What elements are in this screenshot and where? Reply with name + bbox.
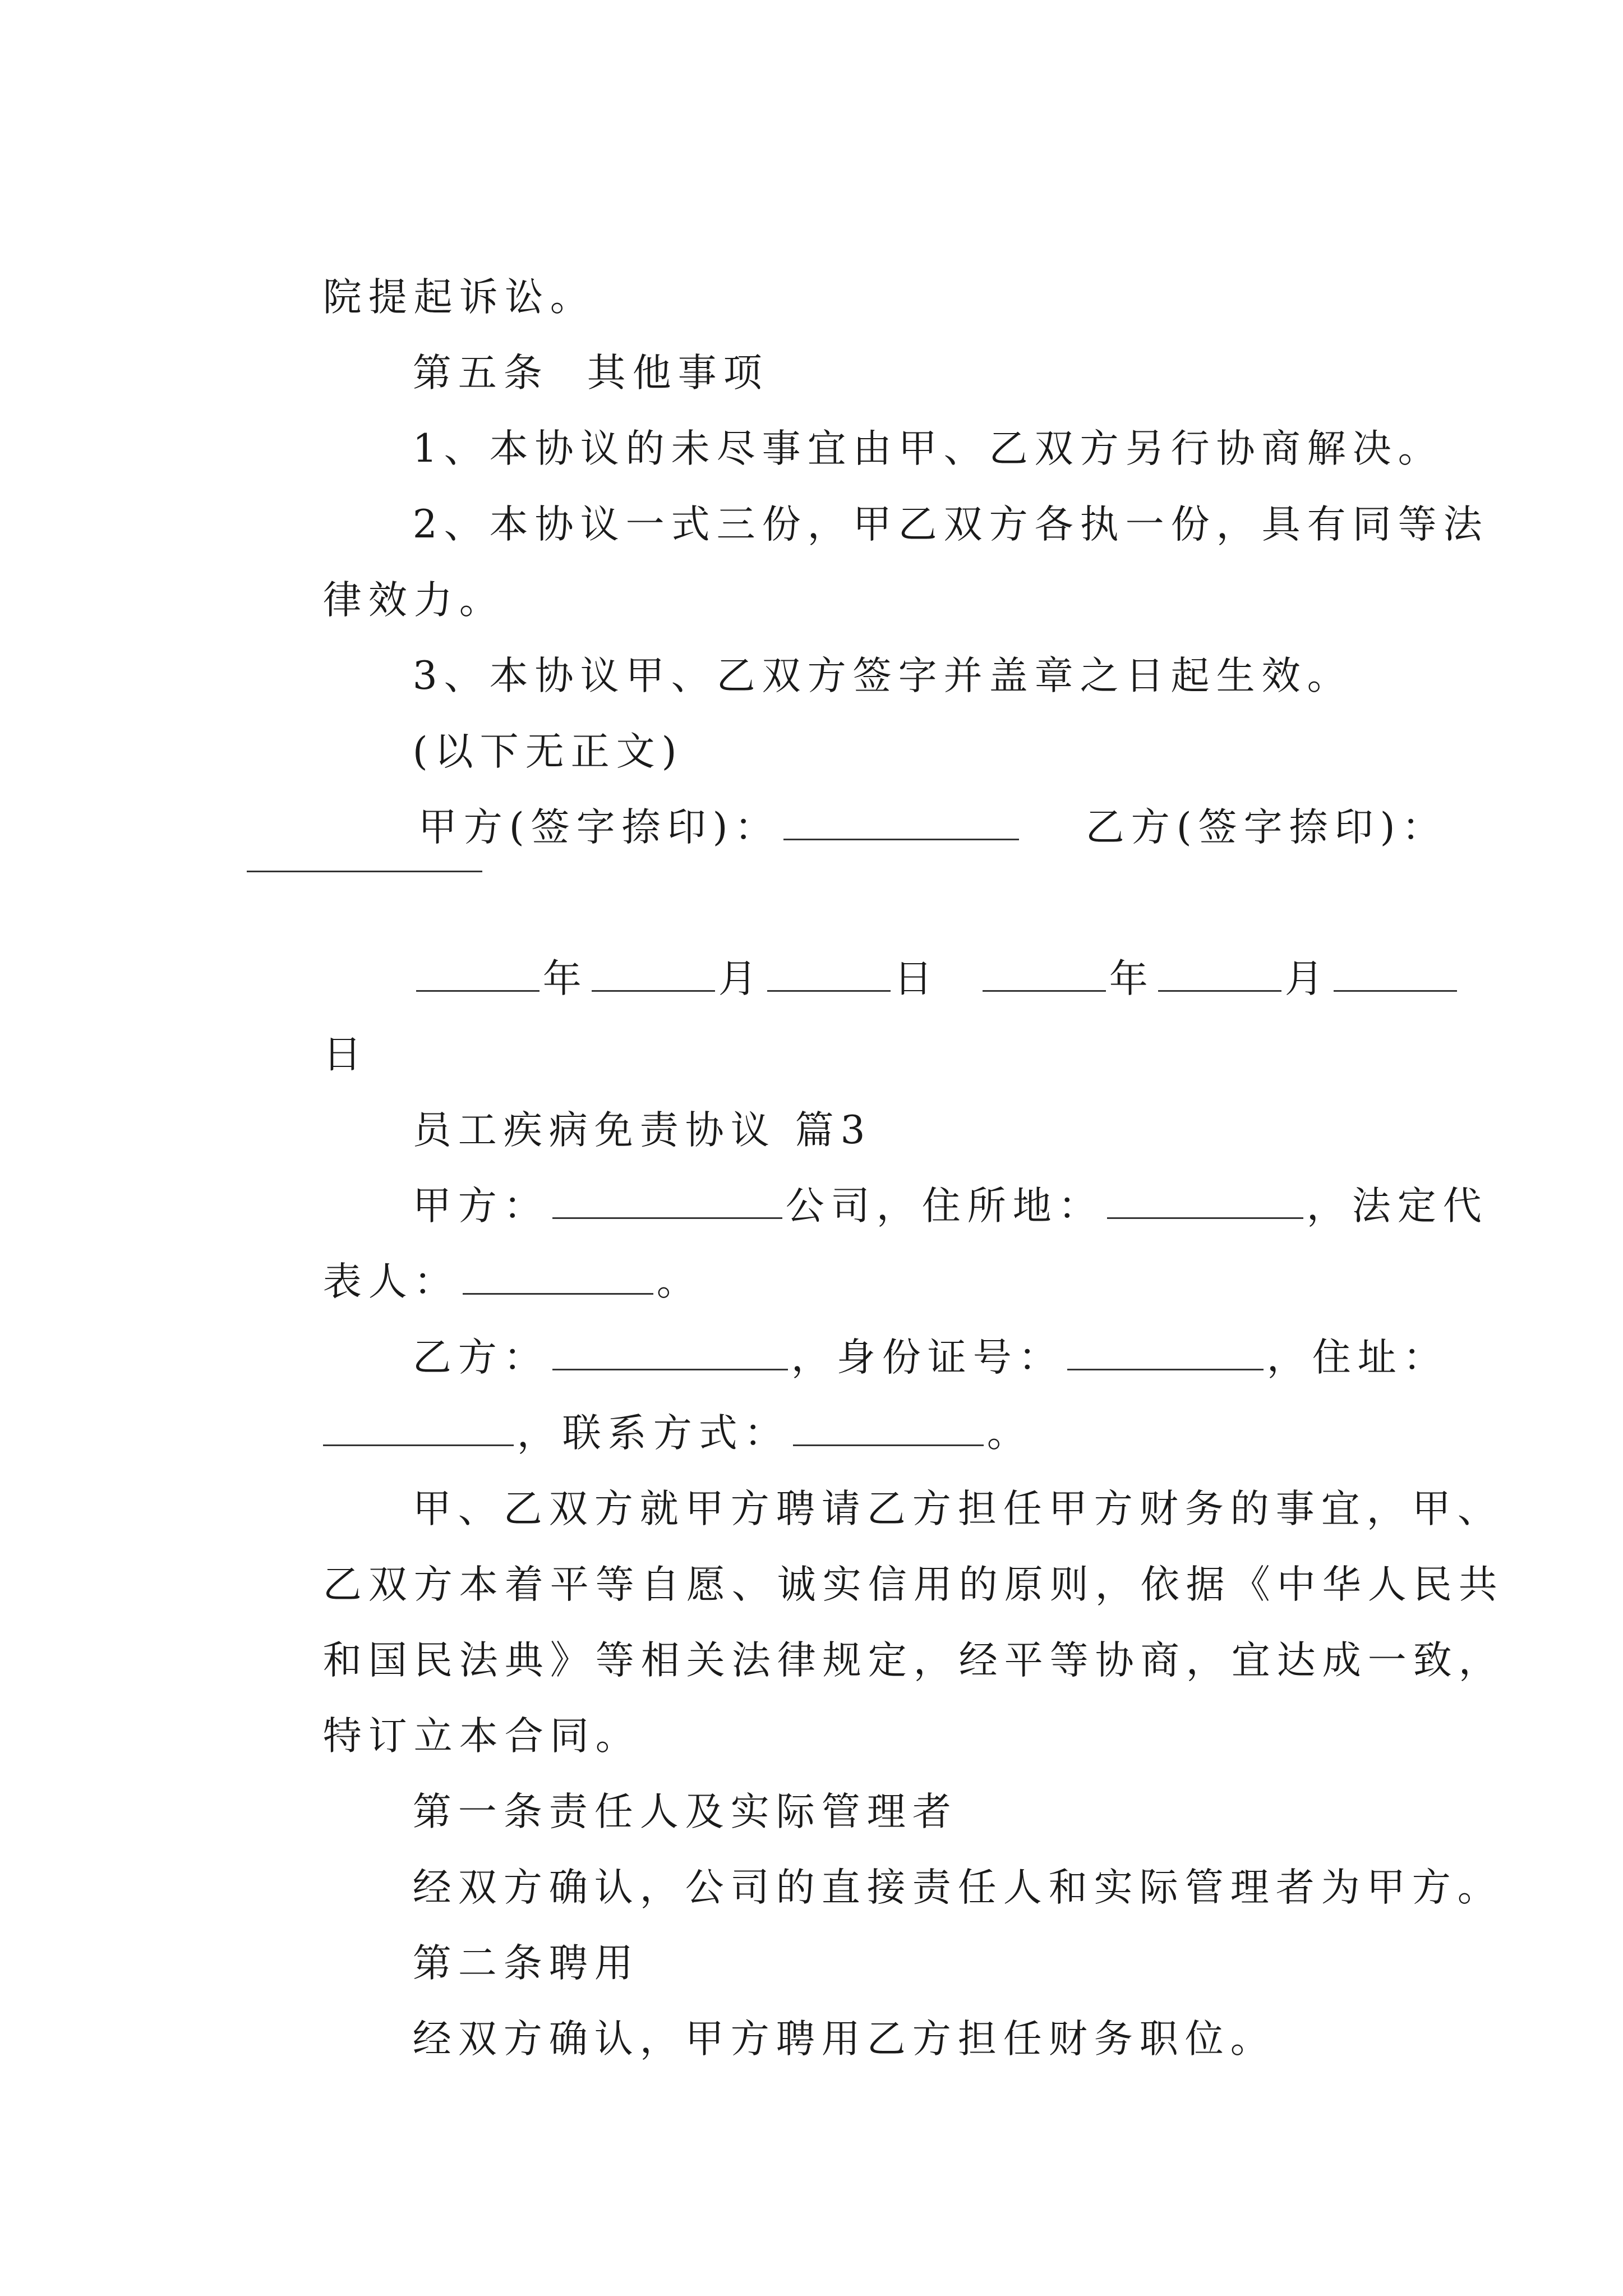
line-text: (以下无正文) xyxy=(412,729,684,774)
party-a-signature-label: 甲方(签字捺印)： xyxy=(418,805,780,850)
party-b-signature-blank xyxy=(247,871,482,872)
company-address-label: 公司，住所地： xyxy=(785,1184,1104,1228)
party-a-label: 甲方： xyxy=(412,1184,549,1228)
line-text: 。 xyxy=(986,1411,1032,1456)
line-text: 和国民法典》等相关法律规定，经平等协商，宜达成一致， xyxy=(322,1638,1504,1683)
line-text: 表人： xyxy=(322,1259,459,1304)
line-text: 院提起诉讼。 xyxy=(322,275,596,320)
line-text: 经双方确认，公司的直接责任人和实际管理者为甲方。 xyxy=(412,1865,1503,1910)
line-text: 1、本协议的未尽事宜由甲、乙双方另行协商解决。 xyxy=(412,426,1444,471)
line-text: 甲、乙双方就甲方聘请乙方担任甲方财务的事宜，甲、 xyxy=(412,1487,1503,1531)
line-text: 员工疾病免责协议 篇3 xyxy=(412,1108,872,1153)
party-b-label: 乙方： xyxy=(412,1335,549,1380)
line-text: 特订立本合同。 xyxy=(322,1714,641,1759)
line-text: 3、本协议甲、乙双方签字并盖章之日起生效。 xyxy=(412,654,1353,698)
legal-rep-label: ，法定代 xyxy=(1306,1184,1488,1228)
text-line xyxy=(336,1955,1276,2123)
line-text: 2、本协议一式三份，甲乙双方各执一份，具有同等法 xyxy=(412,502,1489,547)
signature-line xyxy=(342,743,1022,912)
year-label: 年 xyxy=(542,956,588,1001)
id-number-label: ，身份证号： xyxy=(791,1335,1064,1380)
month-blank xyxy=(592,990,715,992)
line-text: 律效力。 xyxy=(322,578,505,623)
line-text: 第二条聘用 xyxy=(412,1941,640,1986)
year-blank xyxy=(983,990,1106,992)
line-text: 第五条 其他事项 xyxy=(412,351,769,395)
month-label: 月 xyxy=(718,956,764,1001)
signature-line xyxy=(1009,743,1447,912)
line-text: 乙双方本着平等自愿、诚实信用的原则，依据《中华人民共 xyxy=(322,1562,1504,1607)
month-blank xyxy=(1158,990,1281,992)
address-label: ，住址： xyxy=(1266,1335,1449,1380)
month-label: 月 xyxy=(1284,956,1330,1001)
party-b-signature-label: 乙方(签字捺印)： xyxy=(1085,805,1447,850)
date-line xyxy=(336,895,939,1063)
day-label: 日 xyxy=(893,956,939,1001)
line-text: 第一条责任人及实际管理者 xyxy=(412,1789,958,1834)
day-blank xyxy=(767,990,891,992)
contact-label: ，联系方式： xyxy=(517,1411,790,1456)
text-line xyxy=(336,440,1489,609)
party-a-signature-blank xyxy=(783,839,1019,840)
line-text: 经双方确认，甲方聘用乙方担任财务职位。 xyxy=(412,2017,1276,2062)
day-blank xyxy=(1334,990,1457,992)
day-label: 日 xyxy=(322,1032,368,1077)
address-blank xyxy=(1107,1217,1303,1219)
year-label: 年 xyxy=(1109,956,1155,1001)
year-blank xyxy=(416,990,540,992)
date-line xyxy=(903,895,1460,1063)
line-text: 。 xyxy=(656,1259,702,1304)
id-number-blank xyxy=(1067,1369,1264,1370)
